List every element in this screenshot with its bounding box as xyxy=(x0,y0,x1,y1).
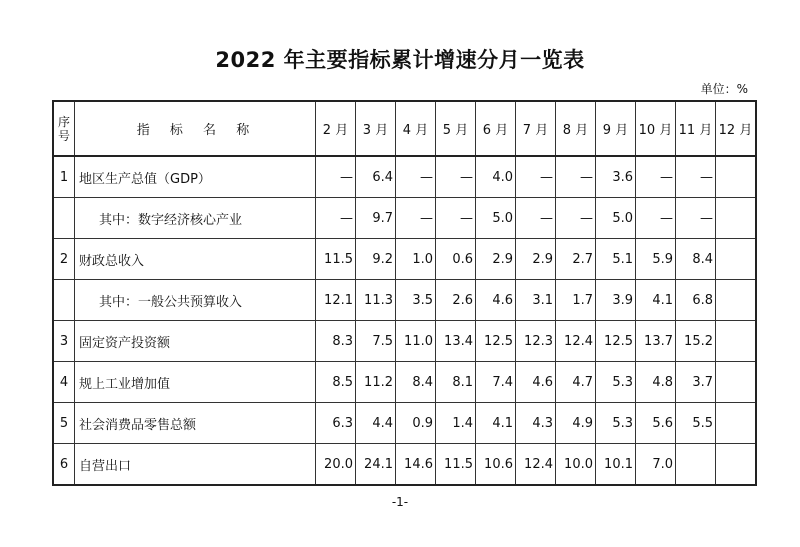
value-cell: 11.0 xyxy=(396,321,436,362)
value-cell: 9.2 xyxy=(356,239,396,280)
value-cell: 4.9 xyxy=(556,403,596,444)
row-number: 6 xyxy=(53,444,75,486)
value-cell: 5.0 xyxy=(596,198,636,239)
value-cell: — xyxy=(436,198,476,239)
table-row xyxy=(53,280,756,321)
value-cell: — xyxy=(516,156,556,198)
header-month: 7 月 xyxy=(516,101,556,156)
value-cell: 5.3 xyxy=(596,403,636,444)
value-cell: 12.3 xyxy=(516,321,556,362)
value-cell xyxy=(716,321,757,362)
value-cell: — xyxy=(556,156,596,198)
indicator-name: 固定资产投资额 xyxy=(75,321,316,362)
header-month: 10 月 xyxy=(636,101,676,156)
header-month: 8 月 xyxy=(556,101,596,156)
value-cell: 8.4 xyxy=(676,239,716,280)
value-cell: 3.1 xyxy=(516,280,556,321)
value-cell: — xyxy=(516,198,556,239)
value-cell: 15.2 xyxy=(676,321,716,362)
value-cell: 4.7 xyxy=(556,362,596,403)
value-cell: 10.6 xyxy=(476,444,516,486)
value-cell: 5.0 xyxy=(476,198,516,239)
value-cell: 2.9 xyxy=(516,239,556,280)
row-number: 1 xyxy=(53,156,75,198)
table-row xyxy=(53,198,756,239)
value-cell xyxy=(676,444,716,486)
header-month: 9 月 xyxy=(596,101,636,156)
value-cell xyxy=(716,156,757,198)
row-number: 4 xyxy=(53,362,75,403)
value-cell: — xyxy=(316,198,356,239)
value-cell: 7.5 xyxy=(356,321,396,362)
value-cell xyxy=(716,403,757,444)
value-cell: 8.4 xyxy=(396,362,436,403)
value-cell: 7.0 xyxy=(636,444,676,486)
header-month: 12 月 xyxy=(716,101,757,156)
value-cell: 4.1 xyxy=(636,280,676,321)
value-cell: 12.4 xyxy=(556,321,596,362)
value-cell xyxy=(716,362,757,403)
value-cell: 13.4 xyxy=(436,321,476,362)
value-cell: 12.5 xyxy=(596,321,636,362)
value-cell: 2.6 xyxy=(436,280,476,321)
value-cell: 7.4 xyxy=(476,362,516,403)
value-cell: 14.6 xyxy=(396,444,436,486)
value-cell xyxy=(716,198,757,239)
header-month: 6 月 xyxy=(476,101,516,156)
header-month: 11 月 xyxy=(676,101,716,156)
value-cell: — xyxy=(636,198,676,239)
value-cell: 11.3 xyxy=(356,280,396,321)
value-cell: 4.4 xyxy=(356,403,396,444)
indicator-name: 其中：数字经济核心产业 xyxy=(75,198,316,239)
value-cell: 12.4 xyxy=(516,444,556,486)
table-row xyxy=(53,362,756,403)
value-cell: 5.1 xyxy=(596,239,636,280)
indicator-table xyxy=(52,100,757,486)
indicator-name: 地区生产总值（GDP） xyxy=(75,156,316,198)
value-cell: 6.4 xyxy=(356,156,396,198)
value-cell: 6.8 xyxy=(676,280,716,321)
value-cell: — xyxy=(676,156,716,198)
table-row xyxy=(53,444,756,486)
value-cell: 1.0 xyxy=(396,239,436,280)
value-cell: — xyxy=(436,156,476,198)
value-cell: 2.7 xyxy=(556,239,596,280)
value-cell: — xyxy=(396,156,436,198)
value-cell: 3.6 xyxy=(596,156,636,198)
header-month: 5 月 xyxy=(436,101,476,156)
value-cell: 13.7 xyxy=(636,321,676,362)
row-number: 2 xyxy=(53,239,75,280)
table-row xyxy=(53,239,756,280)
table-header-row xyxy=(53,101,756,156)
header-name: 指 标 名 称 xyxy=(75,101,316,156)
value-cell: 8.3 xyxy=(316,321,356,362)
row-number xyxy=(53,280,75,321)
value-cell: 10.0 xyxy=(556,444,596,486)
header-month: 2 月 xyxy=(316,101,356,156)
value-cell: 0.6 xyxy=(436,239,476,280)
value-cell: 3.9 xyxy=(596,280,636,321)
value-cell xyxy=(716,239,757,280)
value-cell: 5.5 xyxy=(676,403,716,444)
value-cell: 11.2 xyxy=(356,362,396,403)
value-cell: 4.6 xyxy=(516,362,556,403)
value-cell: 9.7 xyxy=(356,198,396,239)
value-cell: 6.3 xyxy=(316,403,356,444)
value-cell: 5.9 xyxy=(636,239,676,280)
row-number xyxy=(53,198,75,239)
indicator-name: 自营出口 xyxy=(75,444,316,486)
table-body xyxy=(53,156,756,485)
value-cell: 5.3 xyxy=(596,362,636,403)
row-number: 3 xyxy=(53,321,75,362)
table-row xyxy=(53,321,756,362)
value-cell: 3.7 xyxy=(676,362,716,403)
value-cell xyxy=(716,444,757,486)
value-cell: 2.9 xyxy=(476,239,516,280)
header-month: 3 月 xyxy=(356,101,396,156)
value-cell: 8.1 xyxy=(436,362,476,403)
value-cell: — xyxy=(556,198,596,239)
value-cell: 4.6 xyxy=(476,280,516,321)
value-cell: 11.5 xyxy=(316,239,356,280)
header-no: 序号 xyxy=(53,101,75,156)
page-title: 2022 年主要指标累计增速分月一览表 xyxy=(215,48,585,72)
value-cell: 12.1 xyxy=(316,280,356,321)
value-cell: — xyxy=(316,156,356,198)
value-cell: 4.3 xyxy=(516,403,556,444)
header-month: 4 月 xyxy=(396,101,436,156)
value-cell: — xyxy=(676,198,716,239)
value-cell: 8.5 xyxy=(316,362,356,403)
value-cell: 10.1 xyxy=(596,444,636,486)
value-cell: 12.5 xyxy=(476,321,516,362)
value-cell: 5.6 xyxy=(636,403,676,444)
value-cell: 4.1 xyxy=(476,403,516,444)
value-cell: 11.5 xyxy=(436,444,476,486)
value-cell: 20.0 xyxy=(316,444,356,486)
page-number: -1- xyxy=(391,495,409,509)
value-cell: — xyxy=(396,198,436,239)
table-row xyxy=(53,156,756,198)
row-number: 5 xyxy=(53,403,75,444)
value-cell: — xyxy=(636,156,676,198)
value-cell: 24.1 xyxy=(356,444,396,486)
value-cell: 3.5 xyxy=(396,280,436,321)
value-cell xyxy=(716,280,757,321)
value-cell: 4.0 xyxy=(476,156,516,198)
table-row xyxy=(53,403,756,444)
indicator-name: 财政总收入 xyxy=(75,239,316,280)
indicator-name: 规上工业增加值 xyxy=(75,362,316,403)
unit-label: 单位：% xyxy=(700,82,748,96)
value-cell: 1.4 xyxy=(436,403,476,444)
value-cell: 0.9 xyxy=(396,403,436,444)
value-cell: 4.8 xyxy=(636,362,676,403)
indicator-name: 其中：一般公共预算收入 xyxy=(75,280,316,321)
indicator-name: 社会消费品零售总额 xyxy=(75,403,316,444)
value-cell: 1.7 xyxy=(556,280,596,321)
